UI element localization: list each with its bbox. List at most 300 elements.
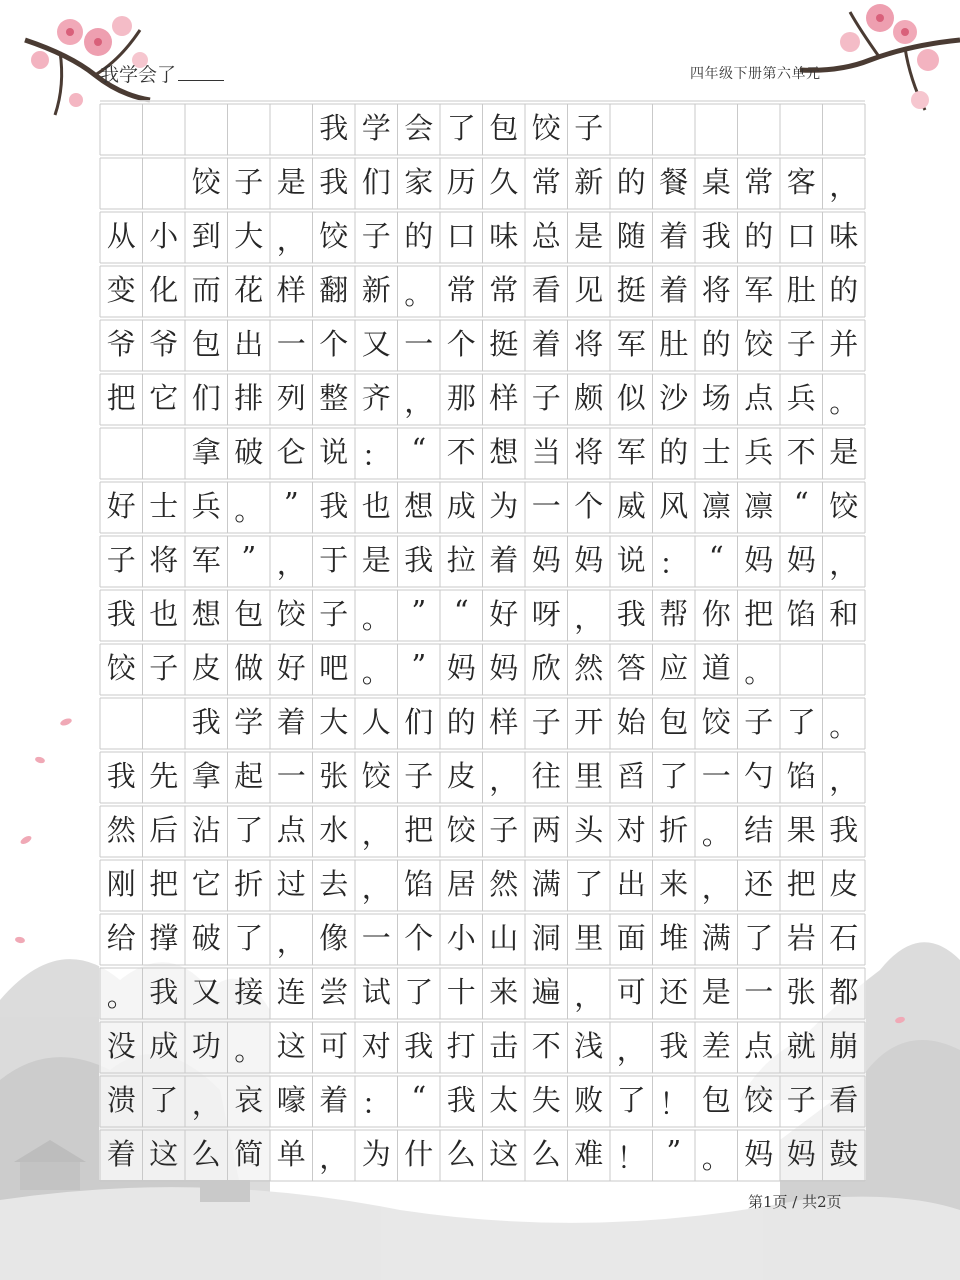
essay-char-cell: 成 [446, 488, 476, 523]
essay-char-cell: 们 [361, 164, 391, 199]
essay-char-cell: 是 [701, 974, 731, 1009]
essay-char-cell: 么 [446, 1136, 476, 1171]
essay-char-cell [100, 155, 143, 209]
essay-grid [100, 101, 865, 1181]
essay-char-cell: 我 [829, 812, 859, 847]
essay-char-cell: 把 [404, 812, 434, 847]
essay-char-cell: 子 [786, 326, 816, 361]
essay-char-cell: 成 [149, 1028, 179, 1063]
essay-row [100, 587, 865, 641]
essay-char-cell: 沾 [191, 812, 221, 847]
essay-char-cell: 肚 [786, 272, 816, 307]
essay-char-cell: 。 [829, 385, 859, 419]
essay-char-cell: 一 [361, 920, 391, 955]
essay-char-cell: 好 [489, 596, 519, 631]
essay-char-cell: 点 [744, 1028, 774, 1063]
essay-char-cell: 将 [701, 272, 731, 307]
essay-char-cell: 军 [616, 434, 646, 469]
essay-row [100, 911, 865, 965]
essay-char-cell: 挺 [489, 326, 519, 361]
essay-char-cell: 军 [191, 542, 221, 577]
essay-char-cell: 小 [446, 920, 476, 955]
essay-char-cell: 舀 [616, 758, 646, 793]
essay-char-cell: 的 [744, 218, 774, 253]
essay-char-cell: 满 [701, 920, 731, 955]
essay-char-cell [738, 101, 781, 155]
essay-char-cell: 勺 [744, 758, 774, 793]
essay-char-cell: ， [701, 871, 731, 905]
essay-char-cell: 常 [489, 272, 519, 307]
essay-char-cell: 看 [531, 272, 561, 307]
essay-char-cell: ” [666, 1134, 682, 1168]
essay-char-cell: ， [361, 871, 391, 905]
essay-char-cell: 打 [446, 1028, 476, 1063]
essay-char-cell: ： [361, 1087, 391, 1121]
essay-char-cell: 差 [701, 1028, 731, 1063]
essay-char-cell: 子 [531, 704, 561, 739]
essay-char-cell: 来 [489, 974, 519, 1009]
essay-char-cell: 味 [829, 218, 859, 253]
essay-char-cell: 对 [361, 1028, 391, 1063]
essay-char-cell: ， [574, 601, 604, 635]
essay-char-cell: ： [659, 547, 689, 581]
essay-char-cell: 功 [191, 1028, 221, 1063]
essay-char-cell: 将 [574, 326, 604, 361]
essay-char-cell: 好 [106, 488, 136, 523]
essay-char-cell: 。 [744, 655, 774, 689]
essay-char-cell: 像 [319, 920, 349, 955]
essay-row [100, 857, 865, 911]
essay-char-cell: 这 [489, 1136, 519, 1171]
essay-char-cell: 并 [829, 326, 859, 361]
essay-char-cell: 样 [276, 272, 306, 307]
essay-char-cell: 想 [489, 434, 519, 469]
essay-char-cell: 起 [234, 758, 264, 793]
essay-char-cell: 也 [361, 488, 391, 523]
essay-char-cell: 它 [149, 380, 179, 415]
essay-char-cell: 面 [616, 920, 646, 955]
essay-char-cell: 人 [361, 704, 391, 739]
essay-char-cell: 凛 [744, 488, 774, 523]
essay-char-cell: ” [283, 486, 299, 520]
essay-row [100, 695, 865, 749]
essay-char-cell [143, 425, 186, 479]
essay-char-cell: 过 [276, 866, 306, 901]
essay-row [100, 749, 865, 803]
essay-char-cell: 给 [106, 920, 136, 955]
essay-char-cell [695, 101, 738, 155]
essay-char-cell: 到 [191, 218, 221, 253]
essay-char-cell: ， [489, 763, 519, 797]
fill-in-blank-line [178, 80, 224, 81]
essay-char-cell [823, 101, 866, 155]
essay-char-cell: 馅 [786, 596, 816, 631]
essay-char-cell: 刚 [106, 866, 136, 901]
essay-char-cell: 岩 [786, 920, 816, 955]
essay-char-cell: 始 [616, 704, 646, 739]
essay-char-cell: 去 [319, 866, 349, 901]
essay-char-cell: 包 [234, 596, 264, 631]
essay-char-cell: 什 [404, 1136, 434, 1171]
essay-char-cell: 好 [276, 650, 306, 685]
essay-char-cell [143, 695, 186, 749]
essay-char-cell: 做 [234, 650, 264, 685]
essay-char-cell: 我 [446, 1082, 476, 1117]
essay-char-cell: 军 [744, 272, 774, 307]
essay-char-cell: 哀 [234, 1082, 264, 1117]
essay-row [100, 479, 865, 533]
essay-char-cell: 了 [404, 974, 434, 1009]
essay-char-cell: 失 [531, 1082, 561, 1117]
essay-char-cell: 我 [659, 1028, 689, 1063]
essay-char-cell: 客 [786, 164, 816, 199]
essay-char-cell: 可 [319, 1028, 349, 1063]
essay-row [100, 965, 865, 1019]
essay-char-cell: 随 [616, 218, 646, 253]
essay-char-cell: 学 [234, 704, 264, 739]
essay-char-cell: 。 [361, 601, 391, 635]
essay-char-cell: ， [404, 385, 434, 419]
essay-char-cell: 开 [574, 704, 604, 739]
essay-char-cell: 满 [531, 866, 561, 901]
essay-char-cell: 排 [234, 380, 264, 415]
essay-char-cell: 是 [574, 218, 604, 253]
essay-char-cell: 子 [319, 596, 349, 631]
essay-char-cell: “ [708, 540, 724, 574]
essay-char-cell: 难 [574, 1136, 604, 1171]
essay-char-cell: 新 [361, 272, 391, 307]
essay-char-cell: 威 [616, 488, 646, 523]
essay-char-cell: 一 [276, 326, 306, 361]
essay-char-cell: 士 [701, 434, 731, 469]
essay-row [100, 1127, 865, 1181]
essay-char-cell: 应 [659, 650, 689, 685]
essay-char-cell: 往 [531, 758, 561, 793]
essay-char-cell: 把 [744, 596, 774, 631]
essay-char-cell: 欣 [531, 650, 561, 685]
essay-char-cell: 你 [701, 596, 731, 631]
essay-char-cell: 头 [574, 812, 604, 847]
essay-char-cell: ， [829, 763, 859, 797]
essay-char-cell: 子 [149, 650, 179, 685]
essay-char-cell: 会 [404, 110, 434, 145]
essay-char-cell: ， [191, 1087, 221, 1121]
essay-row [100, 155, 865, 209]
essay-char-cell: 桌 [701, 164, 731, 199]
essay-char-cell: 我 [106, 596, 136, 631]
essay-char-cell: 妈 [489, 650, 519, 685]
essay-char-cell: 子 [106, 542, 136, 577]
essay-char-cell: 了 [786, 704, 816, 739]
essay-char-cell: 兵 [786, 380, 816, 415]
essay-char-cell: ， [361, 817, 391, 851]
essay-char-cell: 了 [234, 812, 264, 847]
essay-char-cell: “ [453, 594, 469, 628]
essay-char-cell: 。 [701, 1141, 731, 1175]
page-number: 第1页 / 共2页 [748, 1193, 842, 1211]
header-title-left [100, 60, 224, 87]
essay-char-cell: 果 [786, 812, 816, 847]
essay-char-cell: 妈 [446, 650, 476, 685]
essay-char-cell: 包 [701, 1082, 731, 1117]
essay-char-cell: 常 [744, 164, 774, 199]
essay-char-cell: 齐 [361, 380, 391, 415]
essay-char-cell: 子 [489, 812, 519, 847]
essay-char-cell: 包 [659, 704, 689, 739]
essay-char-cell: 拿 [191, 758, 221, 793]
essay-char-cell: 对 [616, 812, 646, 847]
essay-char-cell: ” [411, 594, 427, 628]
essay-char-cell: 崩 [829, 1028, 859, 1063]
essay-char-cell: 饺 [319, 218, 349, 253]
essay-char-cell: 饺 [829, 488, 859, 523]
essay-char-cell: 遍 [531, 974, 561, 1009]
essay-char-cell [823, 641, 866, 695]
essay-char-cell: 又 [191, 974, 221, 1009]
essay-char-cell: 就 [786, 1028, 816, 1063]
essay-char-cell: 小 [149, 218, 179, 253]
essay-char-cell: ， [829, 169, 859, 203]
essay-char-cell: 口 [786, 218, 816, 253]
essay-char-cell: ， [276, 925, 306, 959]
essay-char-cell: 着 [489, 542, 519, 577]
essay-char-cell: 化 [149, 272, 179, 307]
essay-char-cell: ， [319, 1141, 349, 1175]
essay-char-cell: 包 [489, 110, 519, 145]
essay-char-cell [228, 101, 271, 155]
essay-char-cell: 里 [574, 920, 604, 955]
essay-char-cell: 的 [701, 326, 731, 361]
essay-char-cell: 个 [319, 326, 349, 361]
essay-char-cell: 样 [489, 380, 519, 415]
essay-char-cell: ， [616, 1033, 646, 1067]
essay-char-cell: 饺 [361, 758, 391, 793]
essay-char-cell: 着 [659, 272, 689, 307]
essay-char-cell: 似 [616, 380, 646, 415]
essay-char-cell: 我 [319, 488, 349, 523]
essay-char-cell: 样 [489, 704, 519, 739]
essay-char-cell: 一 [404, 326, 434, 361]
essay-char-cell: 了 [574, 866, 604, 901]
essay-char-cell: 翻 [319, 272, 349, 307]
essay-char-cell: 的 [659, 434, 689, 469]
essay-char-cell: 接 [234, 974, 264, 1009]
essay-char-cell: 肚 [659, 326, 689, 361]
essay-char-cell: 来 [659, 866, 689, 901]
essay-char-cell: 味 [489, 218, 519, 253]
essay-char-cell: ” [411, 648, 427, 682]
essay-char-cell: 太 [489, 1082, 519, 1117]
essay-char-cell: 没 [106, 1028, 136, 1063]
essay-char-cell: 了 [234, 920, 264, 955]
essay-char-cell: 子 [361, 218, 391, 253]
essay-char-cell: 风 [659, 488, 689, 523]
essay-char-cell: 又 [361, 326, 391, 361]
essay-char-cell: 尝 [319, 974, 349, 1009]
header-left-text: 我学会了 [100, 64, 177, 86]
essay-char-cell: 我 [106, 758, 136, 793]
essay-char-cell: 子 [234, 164, 264, 199]
essay-char-cell: ， [276, 223, 306, 257]
essay-char-cell: 张 [786, 974, 816, 1009]
essay-char-cell: 答 [616, 650, 646, 685]
essay-char-cell: 个 [446, 326, 476, 361]
essay-char-cell: 当 [531, 434, 561, 469]
essay-char-cell: 饺 [446, 812, 476, 847]
essay-row [100, 371, 865, 425]
essay-char-cell [143, 101, 186, 155]
essay-char-cell: 常 [531, 164, 561, 199]
essay-char-cell: 变 [106, 272, 136, 307]
essay-char-cell: 子 [404, 758, 434, 793]
essay-char-cell: 居 [446, 866, 476, 901]
essay-char-cell: 爷 [149, 326, 179, 361]
essay-char-cell: 。 [234, 493, 264, 527]
essay-char-cell: 久 [489, 164, 519, 199]
essay-char-cell: 里 [574, 758, 604, 793]
essay-char-cell: 这 [149, 1136, 179, 1171]
essay-char-cell: 子 [786, 1082, 816, 1117]
essay-char-cell: 了 [659, 758, 689, 793]
essay-char-cell: 妈 [786, 1136, 816, 1171]
essay-row [100, 263, 865, 317]
essay-char-cell: 将 [149, 542, 179, 577]
essay-char-cell: 挺 [616, 272, 646, 307]
essay-char-cell: 然 [489, 866, 519, 901]
essay-char-cell: 想 [191, 596, 221, 631]
essay-char-cell: 道 [701, 650, 731, 685]
essay-char-cell [100, 695, 143, 749]
essay-char-cell: 场 [701, 380, 731, 415]
essay-char-cell: 单 [276, 1136, 306, 1171]
essay-char-cell: 折 [234, 866, 264, 901]
essay-char-cell: 馅 [404, 866, 434, 901]
essay-char-cell: 我 [404, 1028, 434, 1063]
essay-char-cell: 。 [361, 655, 391, 689]
essay-char-cell [185, 101, 228, 155]
essay-char-cell: 不 [531, 1028, 561, 1063]
essay-char-cell [100, 101, 143, 155]
essay-char-cell: 折 [659, 812, 689, 847]
essay-char-cell: 一 [276, 758, 306, 793]
essay-char-cell: 。 [234, 1033, 264, 1067]
essay-char-cell: 然 [106, 812, 136, 847]
essay-row [100, 1019, 865, 1073]
essay-char-cell: 石 [829, 920, 859, 955]
essay-char-cell: 军 [616, 326, 646, 361]
essay-char-cell: 点 [744, 380, 774, 415]
essay-char-cell [610, 101, 653, 155]
essay-char-cell: 了 [149, 1082, 179, 1117]
essay-char-cell: 溃 [106, 1082, 136, 1117]
essay-char-cell: 都 [829, 974, 859, 1009]
essay-char-cell: “ [411, 1080, 427, 1114]
essay-char-cell: 总 [531, 218, 561, 253]
essay-char-cell: 凛 [701, 488, 731, 523]
essay-row [100, 533, 865, 587]
essay-char-cell: 包 [191, 326, 221, 361]
essay-row [100, 209, 865, 263]
essay-char-cell: 这 [276, 1028, 306, 1063]
essay-char-cell: 着 [531, 326, 561, 361]
essay-row [100, 101, 865, 155]
essay-char-cell: 想 [404, 488, 434, 523]
essay-char-cell: 么 [531, 1136, 561, 1171]
essay-char-cell: 一 [701, 758, 731, 793]
essay-char-cell: 了 [446, 110, 476, 145]
essay-char-cell: 那 [446, 380, 476, 415]
essay-char-cell: 列 [276, 380, 306, 415]
essay-char-cell: 结 [744, 812, 774, 847]
essay-char-cell: 拉 [446, 542, 476, 577]
essay-char-cell: 颇 [574, 380, 604, 415]
essay-char-cell: 不 [786, 434, 816, 469]
essay-char-cell: 馅 [786, 758, 816, 793]
essay-char-cell: 个 [574, 488, 604, 523]
essay-char-cell [143, 155, 186, 209]
essay-char-cell: 着 [106, 1136, 136, 1171]
essay-char-cell: 我 [701, 218, 731, 253]
essay-char-cell: 士 [149, 488, 179, 523]
essay-char-cell: 两 [531, 812, 561, 847]
essay-char-cell: 沙 [659, 380, 689, 415]
essay-char-cell: 把 [106, 380, 136, 415]
essay-row [100, 803, 865, 857]
essay-char-cell: 击 [489, 1028, 519, 1063]
essay-char-cell [653, 101, 696, 155]
essay-char-cell: 我 [616, 596, 646, 631]
essay-char-cell: 一 [531, 488, 561, 523]
essay-char-cell: 子 [531, 380, 561, 415]
essay-char-cell: 学 [361, 110, 391, 145]
essay-char-cell: 着 [659, 218, 689, 253]
essay-char-cell: 新 [574, 164, 604, 199]
essay-char-cell: 的 [446, 704, 476, 739]
header-unit-label: 四年级下册第六单元 [690, 66, 821, 82]
essay-char-cell: 将 [574, 434, 604, 469]
essay-char-cell [100, 425, 143, 479]
essay-char-cell: 历 [446, 164, 476, 199]
essay-char-cell: 们 [191, 380, 221, 415]
essay-char-cell: “ [793, 486, 809, 520]
essay-char-cell: 皮 [829, 866, 859, 901]
essay-char-cell: “ [411, 432, 427, 466]
essay-row [100, 641, 865, 695]
essay-char-cell [780, 641, 823, 695]
essay-char-cell: 见 [574, 272, 604, 307]
essay-char-cell: 试 [361, 974, 391, 1009]
essay-char-cell: 破 [191, 920, 221, 955]
essay-char-cell: 鼓 [829, 1136, 859, 1171]
essay-char-cell: 着 [276, 704, 306, 739]
essay-char-cell: 吧 [319, 650, 349, 685]
essay-char-cell: 从 [106, 218, 136, 253]
essay-char-cell: 花 [234, 272, 264, 307]
essay-char-cell: 大 [319, 704, 349, 739]
essay-char-cell: 十 [446, 974, 476, 1009]
essay-char-cell: 饺 [191, 164, 221, 199]
essay-char-cell: 。 [106, 979, 136, 1013]
essay-char-cell: 饺 [744, 1082, 774, 1117]
essay-char-cell: 嚎 [276, 1082, 306, 1117]
essay-char-cell: 我 [404, 542, 434, 577]
essay-char-cell: ， [276, 547, 306, 581]
essay-char-cell [780, 101, 823, 155]
essay-char-cell: 为 [361, 1136, 391, 1171]
essay-char-cell: 还 [744, 866, 774, 901]
essay-char-cell: 的 [829, 272, 859, 307]
essay-char-cell: ！ [659, 1087, 689, 1121]
